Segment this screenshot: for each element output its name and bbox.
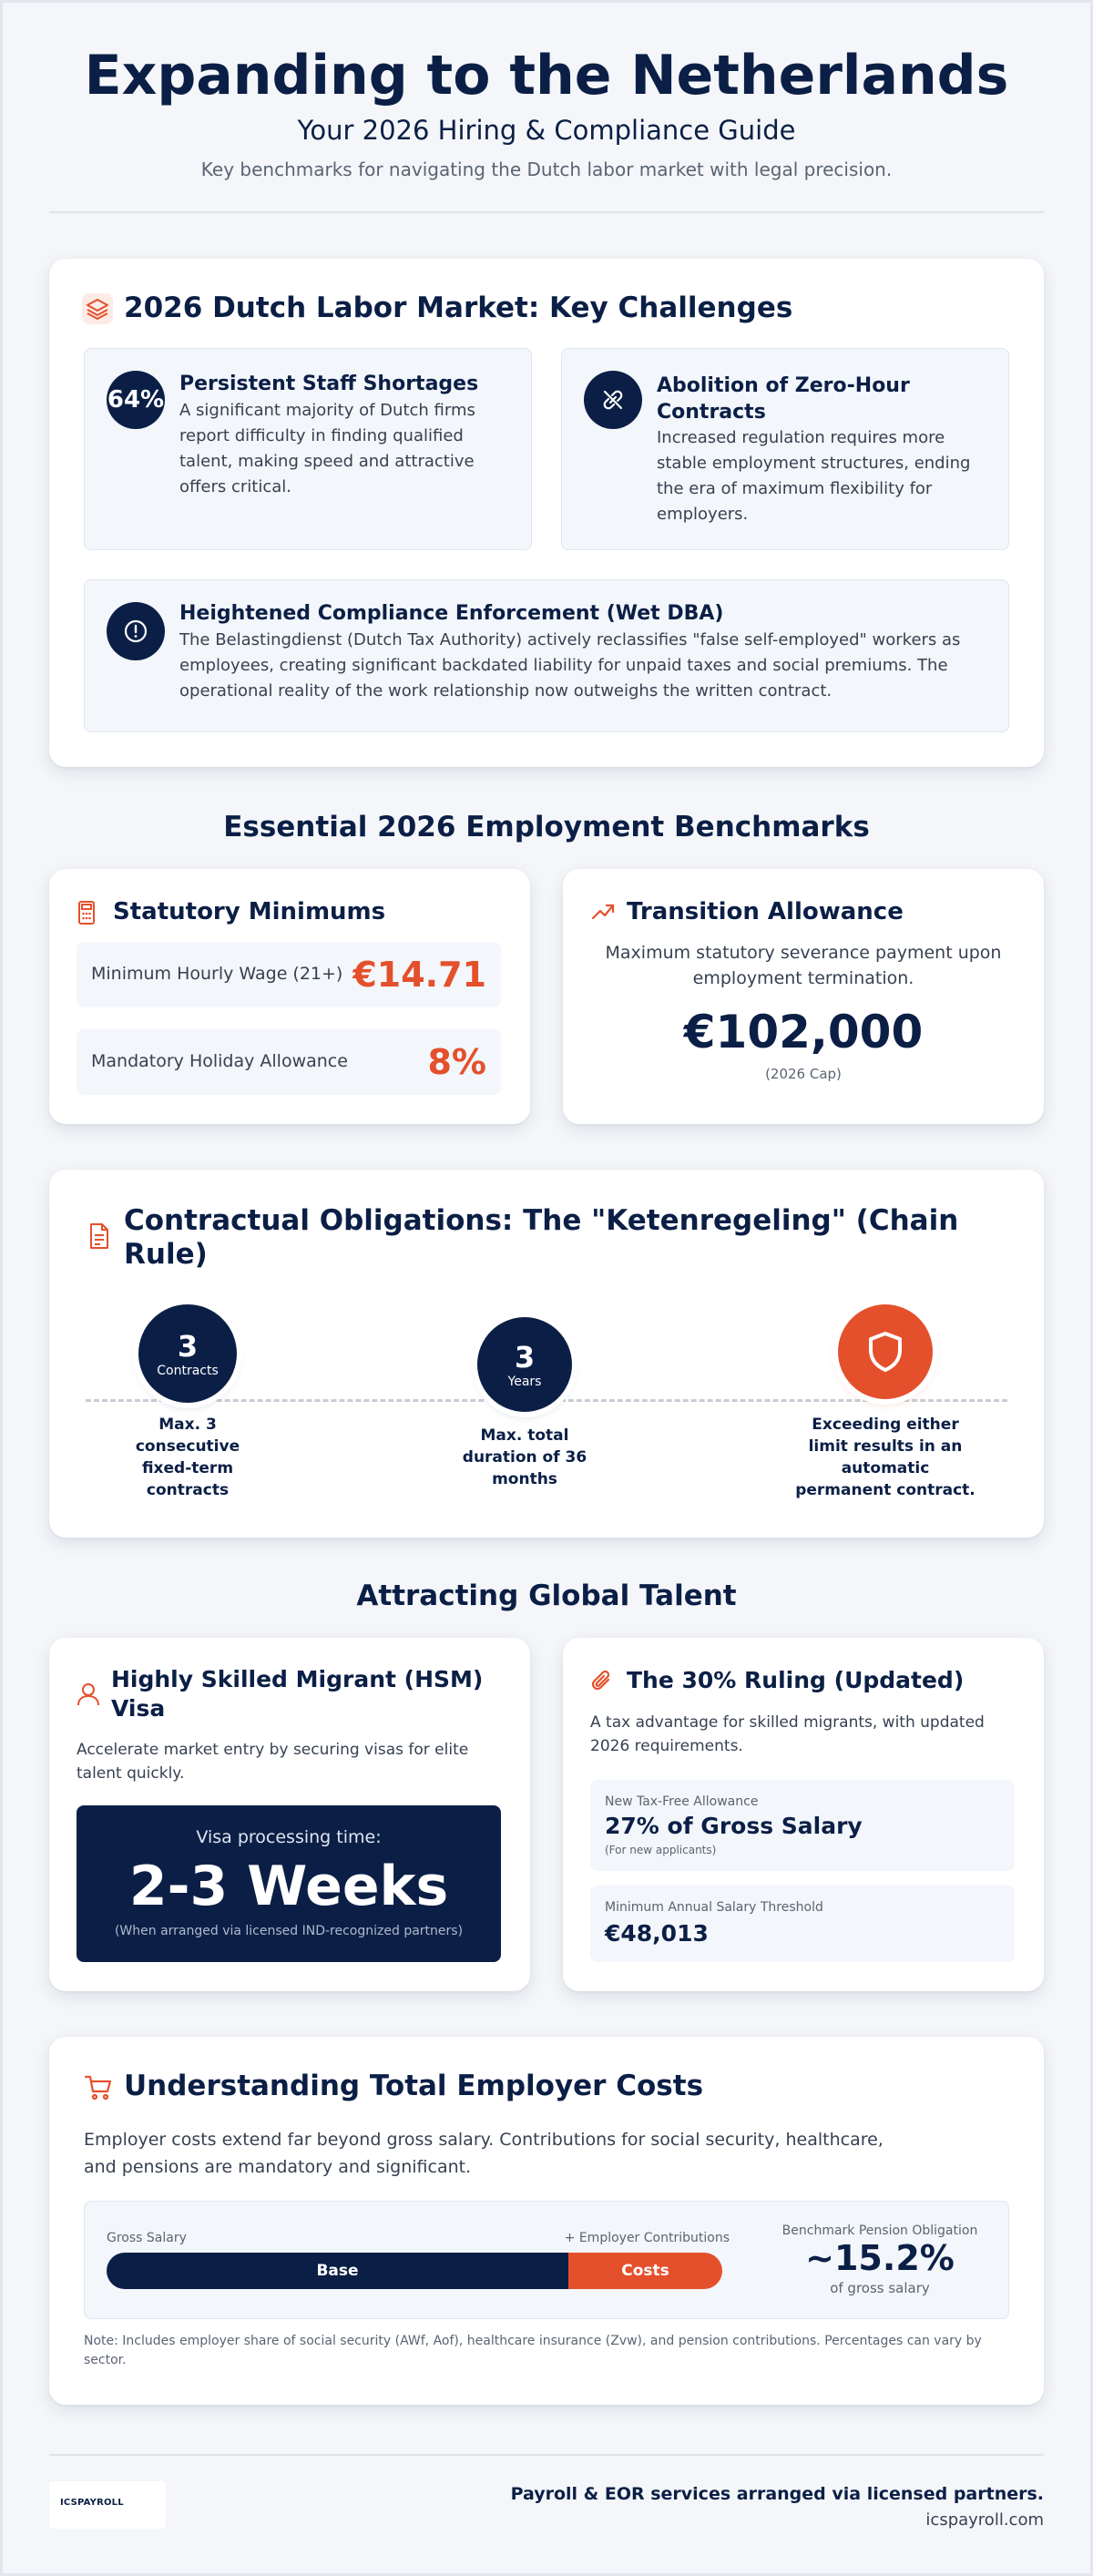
zero-hour-card xyxy=(561,348,1009,550)
hsm-card xyxy=(49,1638,530,1991)
step1-circle xyxy=(138,1304,237,1403)
hsm-box xyxy=(77,1805,501,1962)
page-description: Key benchmarks for navigating the Dutch labor market with legal precision. xyxy=(200,158,893,180)
page-subtitle: Your 2026 Hiring & Compliance Guide xyxy=(297,115,796,146)
user-icon xyxy=(77,1682,100,1711)
allowance-note: (For new applicants) xyxy=(605,1844,717,1856)
shortage-title: Persistent Staff Shortages xyxy=(179,373,479,395)
shortage-card xyxy=(84,348,532,550)
ruling-title: The 30% Ruling (Updated) xyxy=(627,1667,965,1693)
hsm-box-note: (When arranged via licensed IND-recognized partners) xyxy=(114,1924,464,1938)
threshold-label: Minimum Annual Salary Threshold xyxy=(605,1900,823,1915)
alert-circle-icon xyxy=(107,602,165,660)
holiday-row xyxy=(77,1029,501,1095)
compliance-title: Heightened Compliance Enforcement (Wet DBA) xyxy=(179,602,724,625)
step1-number: 3 xyxy=(177,1329,199,1364)
hsm-title: Highly Skilled Migrant (HSM) Visa xyxy=(111,1666,484,1722)
step1-caption: Max. 3 consecutive fixed-term contracts xyxy=(135,1416,240,1499)
logo-text: ICSPAYROLL xyxy=(60,2498,124,2508)
chain-rule-title: Contractual Obligations: The "Ketenregeling" (Chain Rule) xyxy=(124,1204,959,1271)
document-icon xyxy=(87,1222,111,1253)
company-logo xyxy=(49,2481,166,2529)
step3-caption: Exceeding either limit results in an automatic permanent contract. xyxy=(795,1416,976,1499)
challenges-card xyxy=(49,259,1044,767)
challenges-title: 2026 Dutch Labor Market: Key Challenges xyxy=(124,291,793,324)
transition-note: (2026 Cap) xyxy=(765,1066,842,1082)
layers-icon xyxy=(82,293,113,324)
footer-url[interactable]: icspayroll.com xyxy=(925,2510,1044,2530)
pension-value: ~15.2% xyxy=(805,2238,955,2278)
shortage-stat: 64% xyxy=(107,371,165,429)
costs-card xyxy=(49,2037,1044,2405)
costs-bar: Costs xyxy=(568,2253,722,2289)
costs-text: Employer costs extend far beyond gross salary. Contributions for social security, healthcare, and pensions are mandatory and significant. xyxy=(84,2130,884,2177)
step2-number: 3 xyxy=(514,1340,536,1375)
wage-label: Minimum Hourly Wage (21+) xyxy=(91,964,343,984)
transition-card xyxy=(563,869,1044,1124)
gross-label: Gross Salary xyxy=(107,2231,187,2245)
transition-text: Maximum statutory severance payment upon employment termination. xyxy=(605,943,1002,988)
zero-hour-text: Increased regulation requires more stable employment structures, ending the era of maximum flexibility for employers. xyxy=(657,428,971,524)
footer-tagline: Payroll & EOR services arranged via licensed partners. xyxy=(510,2484,1044,2504)
base-bar: Base xyxy=(107,2253,568,2289)
link-off-icon xyxy=(584,371,642,429)
talent-section-title: Attracting Global Talent xyxy=(356,1579,737,1612)
threshold-value: €48,013 xyxy=(605,1920,709,1947)
holiday-value: 8% xyxy=(427,1042,486,1082)
allowance-label: New Tax-Free Allowance xyxy=(605,1794,759,1809)
step2-unit: Years xyxy=(507,1375,542,1389)
cart-icon xyxy=(84,2073,113,2106)
transition-title: Transition Allowance xyxy=(627,898,904,925)
benchmarks-section-title: Essential 2026 Employment Benchmarks xyxy=(223,811,870,843)
hsm-text: Accelerate market entry by securing visas for elite talent quickly. xyxy=(77,1741,469,1783)
pension-label: Benchmark Pension Obligation xyxy=(781,2223,978,2238)
calculator-icon xyxy=(77,900,97,929)
ruling-text: A tax advantage for skilled migrants, with updated 2026 requirements. xyxy=(590,1713,985,1755)
threshold-box xyxy=(590,1886,1015,1962)
pension-unit: of gross salary xyxy=(830,2280,930,2296)
compliance-card xyxy=(84,579,1009,732)
costs-title: Understanding Total Employer Costs xyxy=(124,2070,704,2102)
transition-value: €102,000 xyxy=(683,1006,924,1058)
zero-hour-title: Abolition of Zero-Hour Contracts xyxy=(657,374,910,424)
step2-caption: Max. total duration of 36 months xyxy=(462,1426,587,1488)
statutory-card xyxy=(49,869,530,1124)
footer-divider xyxy=(49,2454,1044,2456)
wage-value: €14.71 xyxy=(352,955,486,995)
shield-icon xyxy=(838,1304,933,1399)
ruling-card xyxy=(563,1638,1044,1991)
trending-up-icon xyxy=(590,898,616,927)
hsm-box-value: 2-3 Weeks xyxy=(128,1855,449,1918)
contrib-label: + Employer Contributions xyxy=(564,2231,730,2245)
page-title: Expanding to the Netherlands xyxy=(84,44,1009,107)
shortage-text: A significant majority of Dutch firms report difficulty in finding qualified talent, making speed and attractive offers critical. xyxy=(179,401,475,496)
allowance-value: 27% of Gross Salary xyxy=(605,1813,863,1839)
hsm-box-label: Visa processing time: xyxy=(196,1827,382,1847)
costs-panel xyxy=(84,2201,1009,2319)
chain-rule-card xyxy=(49,1170,1044,1538)
paperclip-icon xyxy=(590,1669,614,1698)
step1-unit: Contracts xyxy=(157,1364,219,1378)
step2-circle xyxy=(477,1317,572,1412)
compliance-text: The Belastingdienst (Dutch Tax Authority) actively reclassifies "false self-employed" workers as employees, creating significant backdated liability for unpaid taxes and social premiums. The operational reality of the work relationship now outweighs the written contract. xyxy=(179,630,961,700)
costs-note: Note: Includes employer share of social security (AWf, Aof), healthcare insurance (Zvw), and pension contributions. Percentages can vary by sector. xyxy=(84,2334,982,2367)
allowance-box xyxy=(590,1780,1015,1871)
statutory-title: Statutory Minimums xyxy=(113,898,386,925)
holiday-label: Mandatory Holiday Allowance xyxy=(91,1051,348,1071)
wage-row xyxy=(77,942,501,1007)
header-divider xyxy=(49,211,1044,213)
